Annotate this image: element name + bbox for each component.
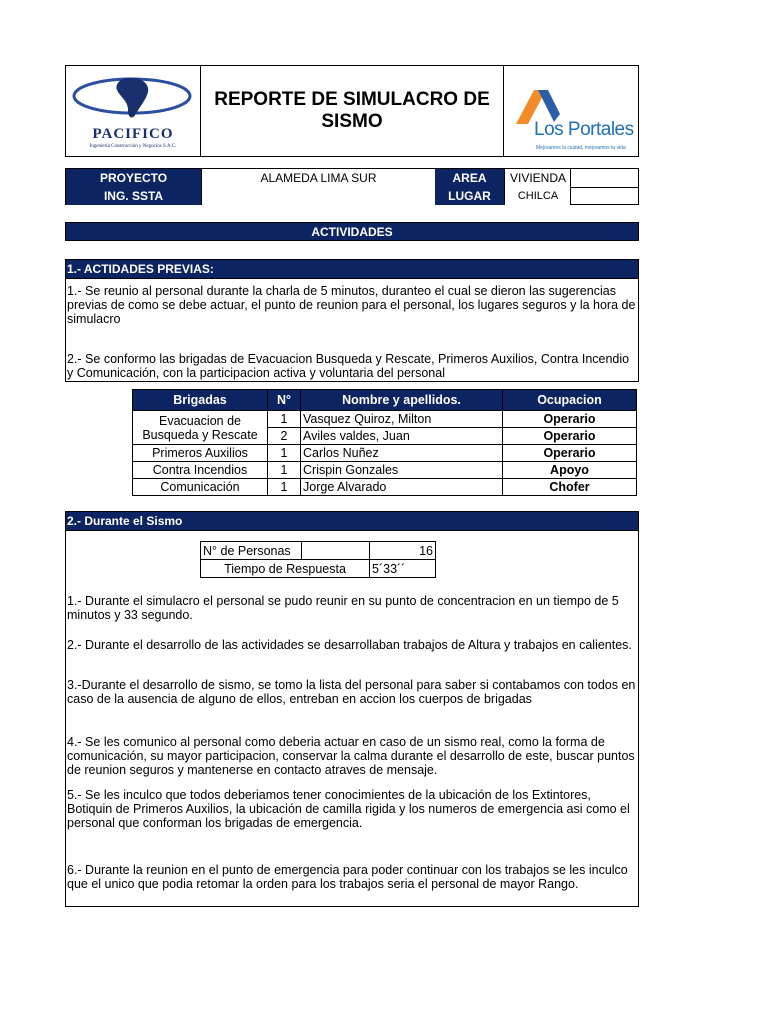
table-row xyxy=(201,542,436,560)
table-row xyxy=(133,445,637,462)
hora-value xyxy=(571,188,638,205)
table-row xyxy=(133,479,637,496)
section1-paragraph-1: 1.- Se reunio al personal durante la charla de 5 minutos, duranteo el cual se dieron las sugerencias previas de como se debe actuar, el punto de reunion para el personal, los lugares seguros y la hora de simulacro xyxy=(67,284,636,326)
table-row xyxy=(133,462,637,479)
section2-title: 2.- Durante el Sismo xyxy=(66,512,638,531)
area-value: VIVIENDA xyxy=(504,169,571,187)
proyecto-value: ALAMEDA LIMA SUR xyxy=(201,169,435,187)
pacifico-logo xyxy=(65,65,201,157)
row-ocupacion: Operario xyxy=(503,411,637,428)
personas-label: N° de Personas xyxy=(201,542,302,560)
lugar-value: CHILCA xyxy=(504,187,571,205)
brigadas-table xyxy=(132,389,637,496)
ing-value xyxy=(201,187,435,205)
row-number: 1 xyxy=(268,462,301,479)
section2-paragraph-6: 6.- Durante la reunion en el punto de emergencia para poder continuar con los trabajos se les inculco que el unico que podia retomar la orden para los trabajos seria el personal de mayor Rango. xyxy=(67,863,628,891)
row-brigada: Comunicación xyxy=(133,479,268,496)
row-number: 1 xyxy=(268,479,301,496)
brigada-evacuacion: Evacuacion de Busqueda y Rescate xyxy=(133,411,268,445)
row-brigada: Primeros Auxilios xyxy=(133,445,268,462)
fecha-value xyxy=(571,169,638,188)
row-nombre: Vasquez Quiroz, Milton xyxy=(301,411,503,428)
actividades-header: ACTIVIDADES xyxy=(65,222,639,241)
row-brigada: Contra Incendios xyxy=(133,462,268,479)
section2-paragraph-5: 5.- Se les inculco que todos deberiamos tener conocimientes de la ubicación de los Extintores, Botiquin de Primeros Auxilios, la ubicación de camilla rigida y los numeros de emergencia asi como el personal que conforman los brigadas de emergencia. xyxy=(67,788,630,830)
col-header-numero: N° xyxy=(268,390,301,411)
pacifico-name: PACIFICO xyxy=(92,126,174,142)
row-nombre: Jorge Alvarado xyxy=(301,479,503,496)
section1-title: 1.- ACTIDADES PREVIAS: xyxy=(66,260,638,279)
info-grid xyxy=(65,168,639,205)
table-row xyxy=(133,411,637,428)
lugar-label: LUGAR xyxy=(435,187,504,205)
area-label: AREA xyxy=(435,169,504,187)
page-title: REPORTE DE SIMULACRO DE SISMO xyxy=(200,65,504,157)
row-ocupacion: Apoyo xyxy=(503,462,637,479)
pacifico-tagline: Ingeniería Construcción y Negocios S.A.C. xyxy=(89,144,177,149)
table-header-row xyxy=(133,390,637,411)
col-header-brigadas: Brigadas xyxy=(133,390,268,411)
row-number: 1 xyxy=(268,445,301,462)
empty-cell xyxy=(302,542,370,560)
row-nombre: Aviles valdes, Juan xyxy=(301,428,503,445)
row-nombre: Carlos Nuñez xyxy=(301,445,503,462)
row-ocupacion: Chofer xyxy=(503,479,637,496)
section2-paragraph-1: 1.- Durante el simulacro el personal se pudo reunir en su punto de concentracion en un tiempo de 5 minutos y 33 segundo. xyxy=(67,594,619,622)
section1-paragraph-2: 2.- Se conformo las brigadas de Evacuacion Busqueda y Rescate, Primeros Auxilios, Contra Incendio y Comunicación, con la participacion activa y voluntaria del personal xyxy=(67,352,630,380)
table-row xyxy=(201,560,436,578)
ing-label: ING. SSTA xyxy=(66,187,201,205)
section2-paragraph-3: 3.-Durante el desarrollo de sismo, se tomo la lista del personal para saber si contabamos con todos en caso de la ausencia de alguno de ellos, entreban en accion los cuerpos de brigadas xyxy=(67,678,636,706)
tiempo-table xyxy=(200,541,436,578)
row-ocupacion: Operario xyxy=(503,445,637,462)
tiempo-value: 5´33´´ xyxy=(370,560,436,578)
los-portales-logo xyxy=(503,65,639,157)
portales-name: Los Portales xyxy=(534,119,634,140)
section2-paragraph-4: 4.- Se les comunico al personal como deberia actuar en caso de un sismo real, como la forma de comunicación, su mayor participacion, conservar la calma durante el desarrollo de este, buscar puntos de reunion seguros y mantenerse en contacto atraves de mensaje. xyxy=(67,735,635,777)
section-actividades-previas xyxy=(65,259,639,382)
row-ocupacion: Operario xyxy=(503,428,637,445)
fecha-hora-values xyxy=(570,168,639,205)
personas-value: 16 xyxy=(370,542,436,560)
col-header-nombre: Nombre y apellidos. xyxy=(301,390,503,411)
tiempo-label: Tiempo de Respuesta xyxy=(201,560,370,578)
row-number: 1 xyxy=(268,411,301,428)
section2-paragraph-2: 2.- Durante el desarrollo de las actividades se desarrollaban trabajos de Altura y trabajos en calientes. xyxy=(67,638,632,652)
col-header-ocupacion: Ocupacion xyxy=(503,390,637,411)
row-nombre: Crispin Gonzales xyxy=(301,462,503,479)
row-number: 2 xyxy=(268,428,301,445)
proyecto-label: PROYECTO xyxy=(66,169,201,187)
portales-tagline: Mejoramos la ciudad, mejoramos tu vida xyxy=(536,145,626,151)
